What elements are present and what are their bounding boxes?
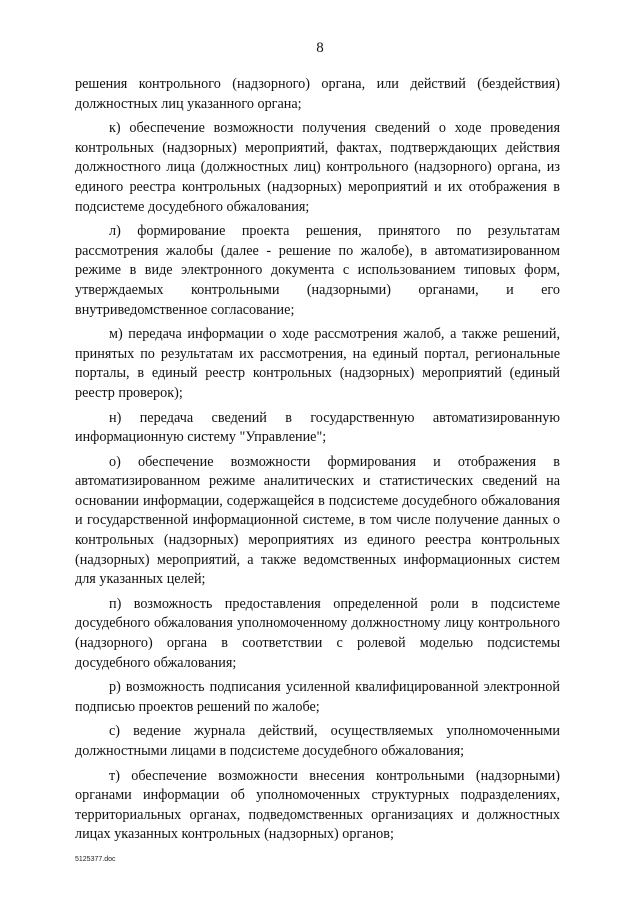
paragraph-s: с) ведение журнала действий, осуществляемых уполномоченными должностными лицами в подсистеме досудебного обжалования; xyxy=(75,723,560,759)
paragraph-l: л) формирование проекта решения, принятого по результатам рассмотрения жалобы (далее - решение по жалобе), в автоматизированном режиме в виде электронного документа с использованием типовых форм, утверждаемых контрольными (надзорными) органами, и его внутриведомственное согласование; xyxy=(75,223,560,318)
paragraph-k: к) обеспечение возможности получения сведений о ходе проведения контрольных (надзорных) мероприятий, фактах, подтверждающих действия должностного лица (должностных лиц) контрольного (надзорного) органа, из единого реестра контрольных (надзорных) мероприятий и их отображения в подсистеме досудебного обжалования; xyxy=(75,120,560,215)
paragraph-continuation: решения контрольного (надзорного) органа, или действий (бездействия) должностных лиц указанного органа; xyxy=(75,76,560,112)
footer-filename: 5125377.doc xyxy=(75,856,116,863)
document-body xyxy=(75,75,560,850)
paragraph-m: м) передача информации о ходе рассмотрения жалоб, а также решений, принятых по результатам их рассмотрения, на единый портал, региональные порталы, в единый реестр контрольных (надзорных) мероприятий (единый реестр проверок); xyxy=(75,326,560,401)
page-number: 8 xyxy=(316,40,324,56)
paragraph-t: т) обеспечение возможности внесения контрольными (надзорными) органами информации об уполномоченных структурных подразделениях, территориальных органах, подведомственных организациях и должностных лицах указанных контрольных (надзорных) органов; xyxy=(75,767,560,843)
paragraph-o: о) обеспечение возможности формирования и отображения в автоматизированном режиме аналитических и статистических сведений на основании информации, содержащейся в подсистеме досудебного обжалования и государственной информационной системе, в том числе получение данных о контрольных (надзорных) мероприятиях из единого реестра контрольных (надзорных) мероприятий, а также ведомственных информационных систем для указанных целей; xyxy=(75,453,560,588)
paragraph-r: р) возможность подписания усиленной квалифицированной электронной подписью проектов решений по жалобе; xyxy=(75,679,560,715)
paragraph-n: н) передача сведений в государственную автоматизированную информационную систему "Управление"; xyxy=(75,409,560,446)
paragraph-p: п) возможность предоставления определенной роли в подсистеме досудебного обжалования уполномоченному должностному лицу контрольного (надзорного) органа в соответствии с ролевой моделью подсистемы досудебного обжалования; xyxy=(75,595,560,671)
